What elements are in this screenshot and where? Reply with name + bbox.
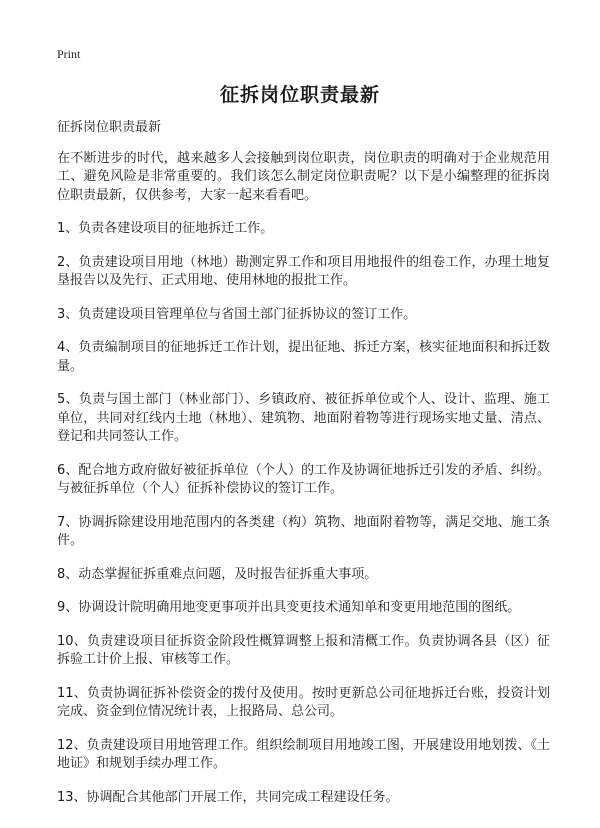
list-item: 12、负责建设项目用地管理工作。组织绘制项目用地竣工图，开展建设用地划拨、《土地证》和规划手续办理工作。 [57,737,550,771]
list-item: 7、协调拆除建设用地范围内的各类建（构）筑物、地面附着物等，满足交地、施工条件。 [57,514,550,548]
list-item: 8、动态掌握征拆重难点问题，及时报告征拆重大事项。 [57,566,378,582]
page-title: 征拆岗位职责最新 [219,84,380,106]
article-body [57,119,550,822]
list-item: 4、负责编制项目的征地拆迁工作计划，提出征地、拆迁方案，核实征地面积和拆迁数量。 [57,340,550,374]
list-item: 1、负责各建设项目的征地拆迁工作。 [57,221,274,236]
list-item: 13、协调配合其他部门开展工作，共同完成工程建设任务。 [57,789,399,805]
list-item: 2、负责建设项目用地（林地）勘测定界工作和项目用地报件的组卷工作，办理土地复垦报告以及先行、正式用地、使用林地的报批工作。 [57,254,550,288]
print-link[interactable]: Print [57,47,81,61]
list-item: 11、负责协调征拆补偿资金的拨付及使用。按时更新总公司征地拆迁台账，投资计划完成、资金到位情况统计表，上报路局、总公司。 [57,685,550,719]
article-intro: 在不断进步的时代，越来越多人会接触到岗位职责，岗位职责的明确对于企业规范用工、避免风险是非常重要的。我们该怎么制定岗位职责呢？以下是小编整理的征拆岗位职责最新，仅供参考，大家一起来看看吧。 [57,150,550,203]
list-item: 3、负责建设项目管理单位与省国土部门征拆协议的签订工作。 [57,306,417,322]
list-item: 9、协调设计院明确用地变更事项并出具变更技术通知单和变更用地范围的图纸。 [57,600,521,615]
list-item: 5、负责与国土部门（林业部门）、乡镇政府、被征拆单位或个人、设计、监理、施工单位，共同对红线内土地（林地）、建筑物、地面附着物等进行现场实地丈量、清点、登记和共同签认工作。 [57,392,550,444]
article-subtitle: 征拆岗位职责最新 [57,120,162,135]
list-item: 10、负责建设项目征拆资金阶段性概算调整上报和清概工作。负责协调各县（区）征拆验工计价上报、审核等工作。 [57,633,550,667]
list-item: 6、配合地方政府做好被征拆单位（个人）的工作及协调征地拆迁引发的矛盾、纠纷。与被征拆单位（个人）征拆补偿协议的签订工作。 [57,462,550,496]
